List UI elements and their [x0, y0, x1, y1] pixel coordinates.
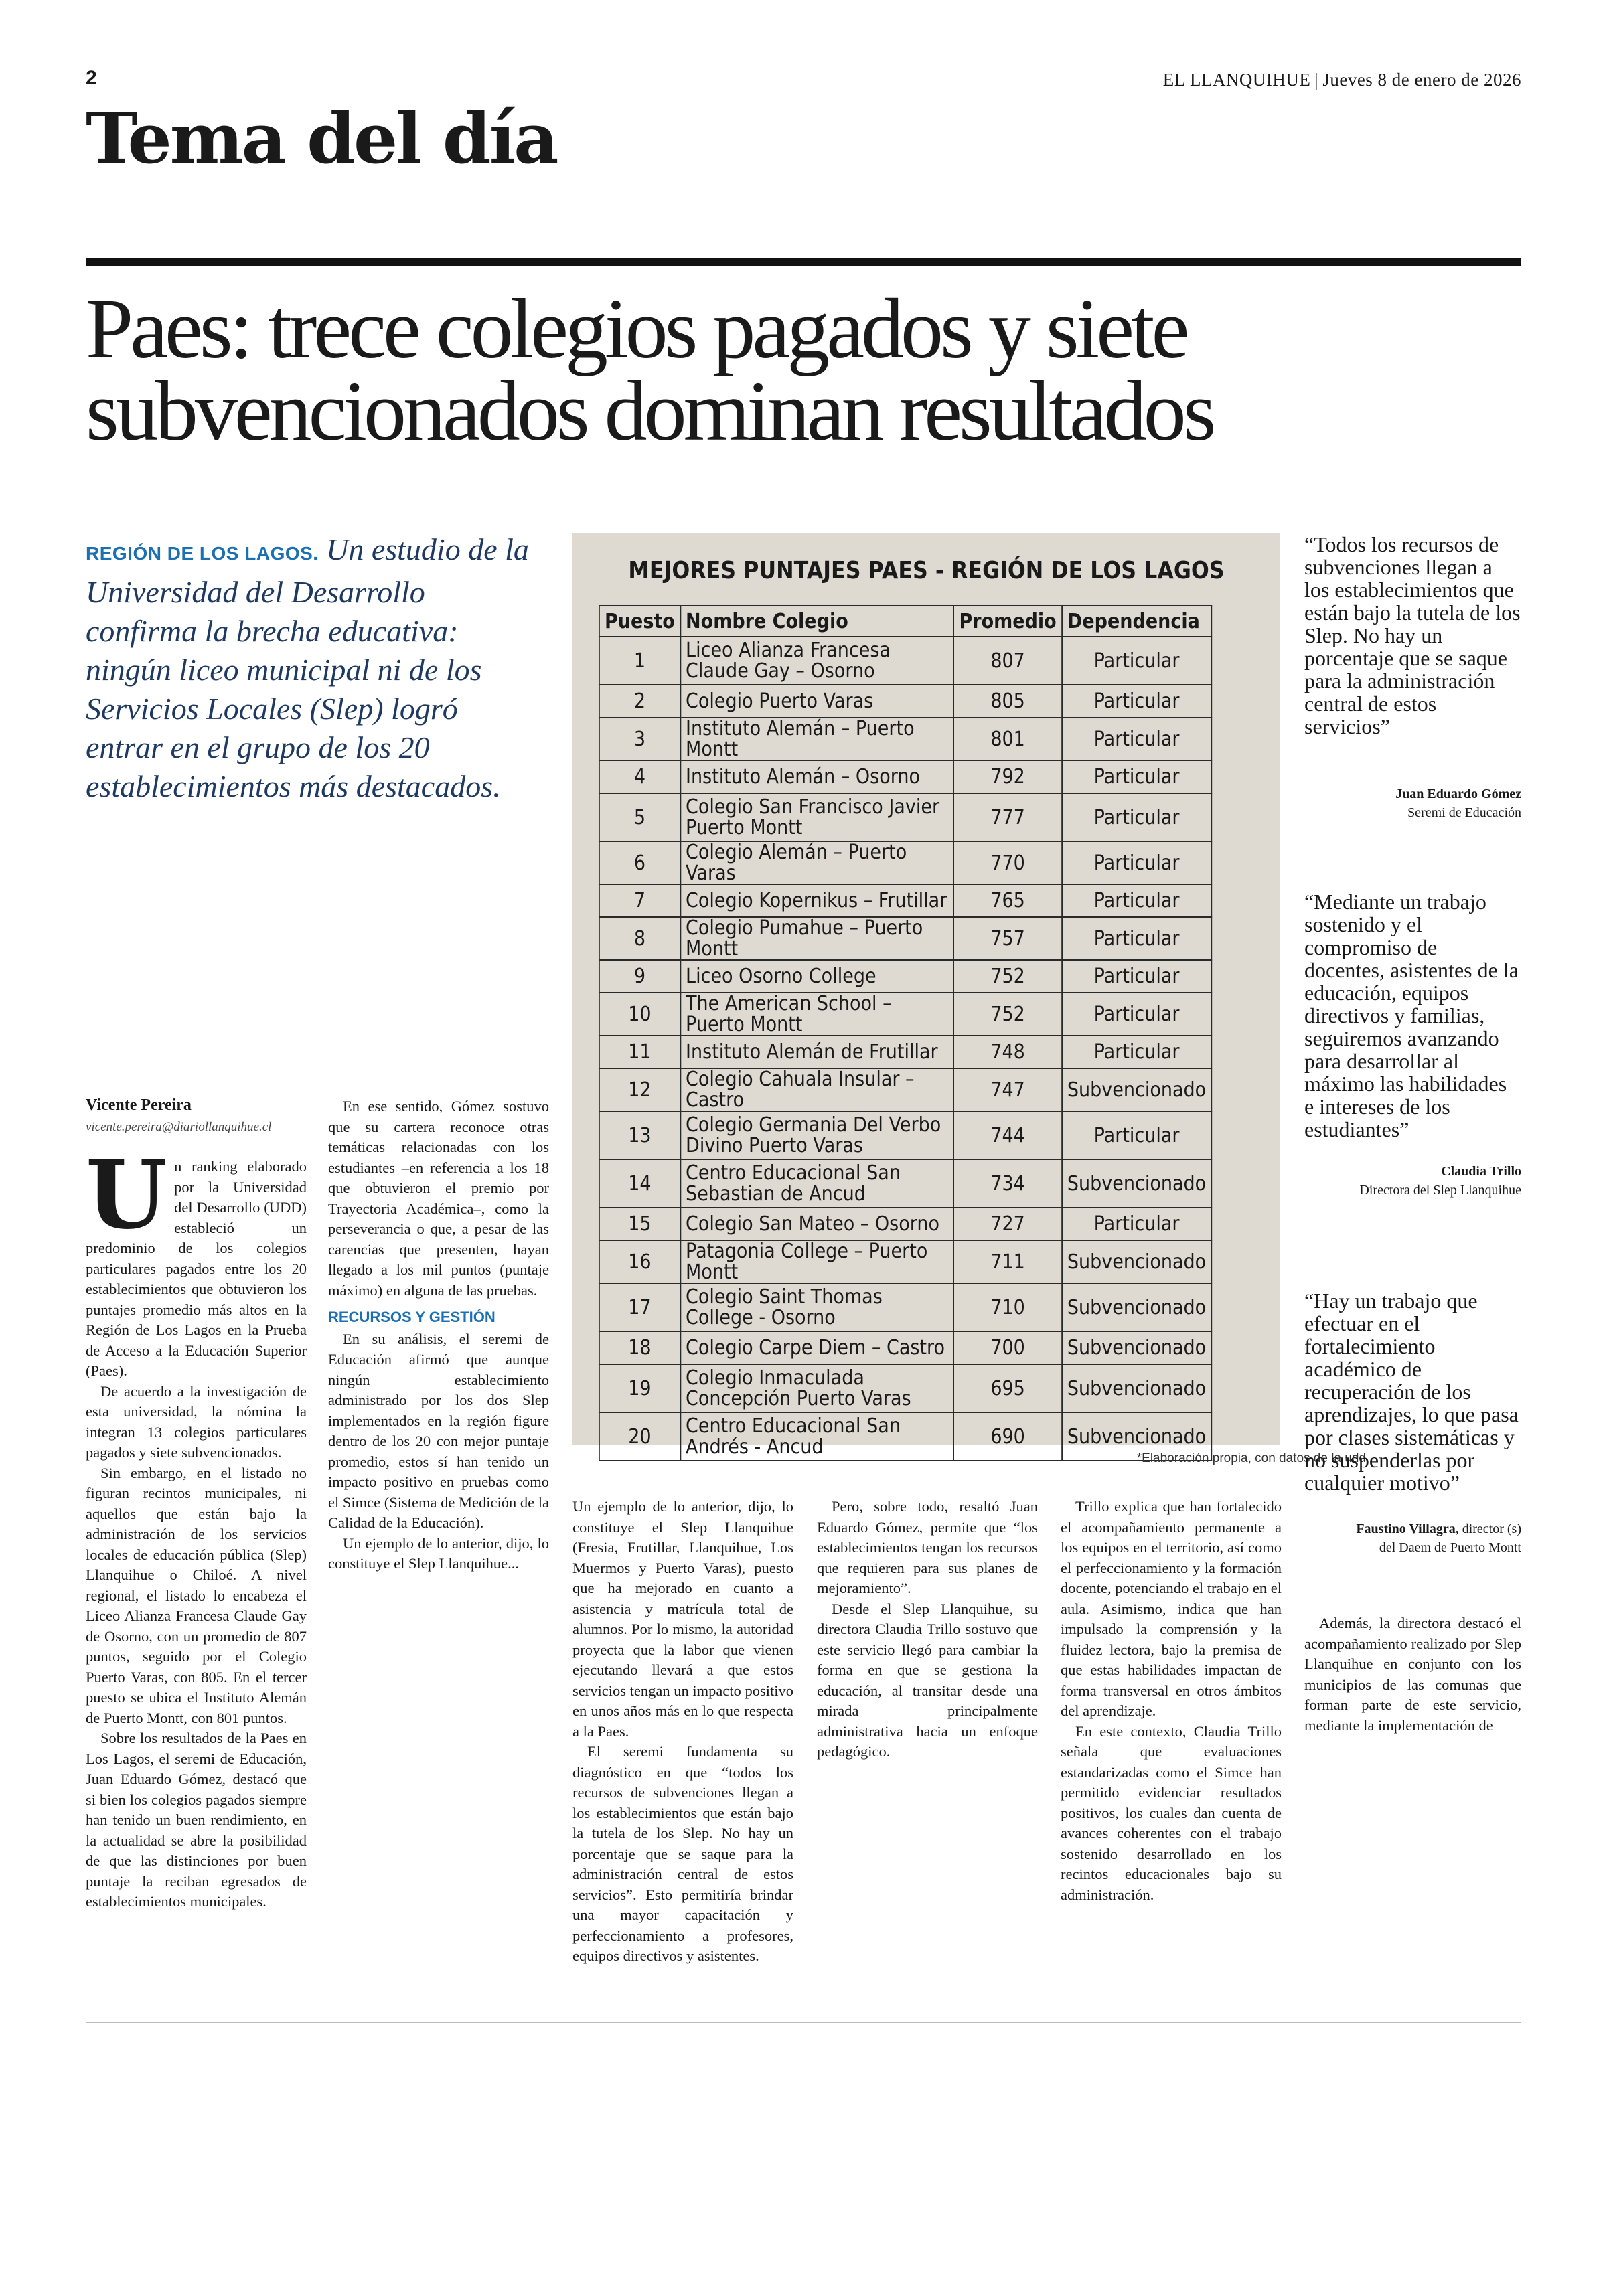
table-row	[599, 1208, 1211, 1240]
dependency-cell: Subvencionado	[1062, 1240, 1211, 1283]
school-name-cell: Colegio Pumahue – Puerto Montt	[680, 917, 953, 960]
rank-cell: 12	[599, 1068, 680, 1111]
school-name-cell: Colegio Puerto Varas	[680, 685, 953, 718]
dependency-cell: Subvencionado	[1062, 1283, 1211, 1331]
school-name-cell: Colegio San Mateo – Osorno	[680, 1208, 953, 1240]
rank-cell: 6	[599, 841, 680, 884]
quote-role-inline: director (s)	[1462, 1522, 1521, 1536]
lede	[86, 530, 541, 806]
paragraph-3: Sin embargo, en el listado no figuran recintos municipales, ni aquellos que están bajo la administración de los servicios locales de educación pública (Slep) Llanquihue o Chiloé. A nivel regional, el listado lo encabeza el Liceo Alianza Francesa Claude Gay de Osorno, con un promedio de 807 puntos, seguido por el Colegio Puerto Varas, con 805. En el tercer puesto se ubica el Instituto Alemán de Puerto Montt, con 801 puntos.	[86, 1464, 307, 1726]
headline-line-2: subvencionados dominan resultados	[86, 363, 1213, 459]
table-row	[599, 960, 1211, 993]
article-column-4	[817, 1497, 1038, 1762]
table-title: MEJORES PUNTAJES PAES - REGIÓN DE LOS LAGOS	[628, 557, 1225, 584]
score-cell: 747	[953, 1068, 1061, 1111]
score-cell: 757	[953, 917, 1061, 960]
school-name-cell: Instituto Alemán – Puerto Montt	[680, 718, 953, 760]
table-row	[599, 793, 1211, 841]
school-name-cell: Colegio Inmaculada Concepción Puerto Varas	[680, 1364, 953, 1412]
headline-line-1: Paes: trece colegios pagados y siete	[86, 281, 1187, 376]
score-cell: 777	[953, 793, 1061, 841]
table-row	[599, 1159, 1211, 1208]
score-cell: 700	[953, 1331, 1061, 1364]
score-cell: 770	[953, 841, 1061, 884]
dependency-cell: Subvencionado	[1062, 1412, 1211, 1461]
subhead-recursos: RECURSOS Y GESTIÓN	[328, 1309, 495, 1325]
dependency-cell: Subvencionado	[1062, 1159, 1211, 1208]
school-name-cell: Colegio Kopernikus – Frutillar	[680, 884, 953, 917]
dependency-cell: Particular	[1062, 993, 1211, 1036]
dependency-cell: Particular	[1062, 1111, 1211, 1159]
dependency-cell: Particular	[1062, 841, 1211, 884]
dependency-cell: Particular	[1062, 960, 1211, 993]
school-name-cell: Colegio Germania Del Verbo Divino Puerto Varas	[680, 1111, 953, 1159]
dependency-cell: Particular	[1062, 718, 1211, 760]
school-name-cell: Colegio Carpe Diem – Castro	[680, 1331, 953, 1364]
rank-cell: 13	[599, 1111, 680, 1159]
table-row	[599, 1331, 1211, 1364]
rank-cell: 9	[599, 960, 680, 993]
section-title: Tema del día	[86, 97, 557, 179]
masthead-separator: |	[1314, 70, 1319, 90]
paragraph-4: Sobre los resultados de la Paes en Los Lagos, el seremi de Educación, Juan Eduardo Gómez, destacó que si bien los colegios pagados siempre han tenido un buen rendimiento, en la actualidad se abre la posibilidad de que las distinciones por buen puntaje la reciban egresados de establecimientos municipales.	[86, 1730, 307, 1910]
table-row	[599, 1068, 1211, 1111]
ranking-table-graphic	[572, 533, 1280, 1459]
rank-cell: 17	[599, 1283, 680, 1331]
rank-cell: 18	[599, 1331, 680, 1364]
school-name-cell: Instituto Alemán de Frutillar	[680, 1036, 953, 1068]
table-row	[599, 718, 1211, 760]
table-row	[599, 637, 1211, 685]
lede-text: Un estudio de la Universidad del Desarrollo confirma la brecha educativa: ningún liceo municipal ni de los Servicios Locales (Slep) logró entrar en el grupo de los 20 establecimientos más destacados.	[86, 532, 529, 803]
quote-name: Claudia Trillo	[1441, 1164, 1521, 1179]
quote-attribution-trillo	[1359, 1162, 1521, 1200]
page-number: 2	[86, 67, 97, 89]
score-cell: 807	[953, 637, 1061, 685]
rank-cell: 10	[599, 993, 680, 1036]
article-column-1	[86, 1141, 307, 1910]
score-cell: 752	[953, 960, 1061, 993]
rank-cell: 3	[599, 718, 680, 760]
paragraph-7-start: Un ejemplo de lo anterior, dijo, lo constituye el Slep Llanquihue...	[328, 1534, 549, 1572]
school-name-cell: Colegio Saint Thomas College - Osorno	[680, 1283, 953, 1331]
rank-cell: 14	[599, 1159, 680, 1208]
dependency-cell: Particular	[1062, 1036, 1211, 1068]
score-cell: 792	[953, 760, 1061, 793]
school-name-cell: Liceo Osorno College	[680, 960, 953, 993]
paragraph-1: Un ranking elaborado por la Universidad del Desarrollo (UDD) estableció un predominio de los colegios particulares pagados entre los 20 establecimientos que obtuvieron los puntajes promedio más altos en la Región de Los Lagos en la Prueba de Acceso a la Educación Superior (Paes).	[86, 1141, 307, 1379]
table-row	[599, 841, 1211, 884]
school-name-cell: Colegio Alemán – Puerto Varas	[680, 841, 953, 884]
rank-cell: 7	[599, 884, 680, 917]
school-name-cell: Centro Educacional San Sebastian de Ancud	[680, 1159, 953, 1208]
header-dependencia: Dependencia	[1062, 606, 1211, 637]
quote-role: Seremi de Educación	[1407, 805, 1521, 820]
dependency-cell: Subvencionado	[1062, 1364, 1211, 1412]
school-name-cell: Centro Educacional San Andrés - Ancud	[680, 1412, 953, 1461]
author-email[interactable]: vicente.pereira@diariollanquihue.cl	[86, 1120, 272, 1134]
paragraph-5: En ese sentido, Gómez sostuvo que su cartera reconoce otras temáticas relacionadas con los estudiantes –en referencia a los 18 que obtuvieron el premio por Trayectoria Académica–, como la perseverancia o que, a pesar de las carencias que presenten, hayan llegado a los mil puntos (puntaje máximo) en alguna de las pruebas.	[328, 1098, 549, 1299]
table-row	[599, 917, 1211, 960]
author-name: Vicente Pereira	[86, 1096, 192, 1114]
ranking-table	[599, 605, 1212, 1461]
table-row	[599, 1240, 1211, 1283]
paragraph-6: En su análisis, el seremi de Educación afirmó que aunque ningún establecimiento administrado por los dos Slep implementados en la región figure dentro de los 20 con mejor puntaje promedio, estos sí han tenido un impacto positivo en pruebas como el Simce (Sistema de Medición de la Calidad de la Educación).	[328, 1330, 549, 1531]
header-nombre-colegio: Nombre Colegio	[680, 606, 953, 637]
quote-role: del Daem de Puerto Montt	[1379, 1540, 1521, 1555]
paragraph-7: Un ejemplo de lo anterior, dijo, lo constituye el Slep Llanquihue (Fresia, Frutillar, Llanquihue, Los Muermos y Puerto Varas), puesto que ha mejorado en cuanto a asistencia y matrícula total de alumnos. Por lo mismo, la autoridad proyecta que la labor que vienen ejecutando llevará a que estos servicios tengan un impacto positivo en unos años más en lo que respecta a la Paes.	[572, 1498, 793, 1740]
drop-cap: U	[86, 1141, 168, 1250]
article-column-5	[1061, 1497, 1282, 1903]
byline	[86, 1096, 300, 1135]
score-cell: 752	[953, 993, 1061, 1036]
score-cell: 710	[953, 1283, 1061, 1331]
rank-cell: 11	[599, 1036, 680, 1068]
table-row	[599, 760, 1211, 793]
school-name-cell: Liceo Alianza Francesa Claude Gay – Osorno	[680, 637, 953, 685]
table-body	[599, 637, 1211, 1461]
school-name-cell: The American School – Puerto Montt	[680, 993, 953, 1036]
table-header-row	[599, 606, 1211, 637]
rank-cell: 16	[599, 1240, 680, 1283]
paragraph-10: Desde el Slep Llanquihue, su directora Claudia Trillo sostuvo que este servicio llegó para cambiar la forma en que se gestiona la educación, al transitar desde una mirada principalmente administrativa hacia un enfoque pedagógico.	[817, 1600, 1038, 1760]
table-row	[599, 1364, 1211, 1412]
dependency-cell: Particular	[1062, 1208, 1211, 1240]
school-name-cell: Instituto Alemán – Osorno	[680, 760, 953, 793]
section-rule	[86, 258, 1521, 266]
dependency-cell: Subvencionado	[1062, 1331, 1211, 1364]
table-row	[599, 884, 1211, 917]
header-puesto: Puesto	[599, 606, 680, 637]
table-row	[599, 1036, 1211, 1068]
score-cell: 748	[953, 1036, 1061, 1068]
dependency-cell: Particular	[1062, 685, 1211, 718]
table-row	[599, 993, 1211, 1036]
article-column-6	[1304, 1613, 1521, 1736]
rank-cell: 5	[599, 793, 680, 841]
paragraph-9: Pero, sobre todo, resaltó Juan Eduardo Gómez, permite que “los establecimientos tengan los recursos que requieren para sus planes de mejoramiento”.	[817, 1498, 1038, 1596]
quote-attribution-villagra	[1356, 1520, 1521, 1557]
paragraph-2: De acuerdo a la investigación de esta universidad, la nómina la integran 13 colegios particulares pagados y siete subvencionados.	[86, 1382, 307, 1461]
school-name-cell: Colegio Cahuala Insular – Castro	[680, 1068, 953, 1111]
article-column-2	[328, 1096, 549, 1574]
paragraph-13: Además, la directora destacó el acompañamiento realizado por Slep Llanquihue en conjunto con los municipios de las comunas que forman parte de este servicio, mediante la implementación de	[1304, 1615, 1521, 1734]
quote-role: Directora del Slep Llanquihue	[1359, 1183, 1521, 1198]
quote-name: Juan Eduardo Gómez	[1395, 787, 1521, 801]
kicker: REGIÓN DE LOS LAGOS.	[86, 543, 319, 564]
table-source-note: *Elaboración propia, con datos de la udd	[1136, 1451, 1366, 1465]
dependency-cell: Particular	[1062, 884, 1211, 917]
score-cell: 727	[953, 1208, 1061, 1240]
score-cell: 734	[953, 1159, 1061, 1208]
dependency-cell: Particular	[1062, 793, 1211, 841]
headline	[86, 281, 1532, 459]
pull-quote-trillo: “Mediante un trabajo sostenido y el compromiso de docentes, asistentes de la educación, equipos directivos y familias, seguiremos avanzando para desarrollar al máximo las habilidades e intereses de los estudiantes”	[1304, 890, 1519, 1141]
header-promedio: Promedio	[953, 606, 1061, 637]
score-cell: 695	[953, 1364, 1061, 1412]
newspaper-name: EL LLANQUIHUE	[1162, 70, 1311, 90]
school-name-cell: Colegio San Francisco Javier Puerto Montt	[680, 793, 953, 841]
paragraph-12: En este contexto, Claudia Trillo señala que evaluaciones estandarizadas como el Simce han permitido evidenciar resultados positivos, los cuales dan cuenta de avances coherentes con el trabajo sostenido desarrollado en los recintos educacionales bajo su administración.	[1061, 1722, 1282, 1903]
score-cell: 744	[953, 1111, 1061, 1159]
table-row	[599, 685, 1211, 718]
rank-cell: 19	[599, 1364, 680, 1412]
rank-cell: 20	[599, 1412, 680, 1461]
table-row	[599, 1412, 1211, 1461]
quote-name: Faustino Villagra,	[1356, 1522, 1459, 1536]
rank-cell: 4	[599, 760, 680, 793]
article-column-3	[572, 1497, 793, 1964]
school-name-cell: Patagonia College – Puerto Montt	[680, 1240, 953, 1283]
rank-cell: 15	[599, 1208, 680, 1240]
paragraph-11: Trillo explica que han fortalecido el acompañamiento permanente a los equipos en el territorio, así como el perfeccionamiento y la formación docente, potenciando el trabajo en el aula. Asimismo, indica que han impulsado la comprensión y la fluidez lectora, bajo la premisa de que estas habilidades impactan de forma transversal en otros ámbitos del aprendizaje.	[1061, 1498, 1282, 1719]
rank-cell: 2	[599, 685, 680, 718]
score-cell: 801	[953, 718, 1061, 760]
rank-cell: 1	[599, 637, 680, 685]
pull-quote-gomez: “Todos los recursos de subvenciones llegan a los establecimientos que están bajo la tutela de los Slep. No hay un porcentaje que se saque para la administración central de estos servicios”	[1304, 532, 1521, 738]
bottom-rule	[86, 2022, 1521, 2023]
dependency-cell: Particular	[1062, 917, 1211, 960]
pull-quote-villagra: “Hay un trabajo que efectuar en el fortalecimiento académico de recuperación de los aprendizajes, lo que pasa por clases sistemáticas y no suspenderlas por cualquier motivo”	[1304, 1289, 1519, 1495]
dependency-cell: Subvencionado	[1062, 1068, 1211, 1111]
masthead	[1163, 70, 1521, 90]
score-cell: 805	[953, 685, 1061, 718]
score-cell: 765	[953, 884, 1061, 917]
paragraph-8: El seremi fundamenta su diagnóstico en que “todos los recursos de subvenciones llegan a los establecimientos que están bajo la tutela de los Slep. No hay un porcentaje que se saque para la administración central de estos servicios”. Esto permitiría brindar una mayor capacitación y perfeccionamiento a profesores, equipos directivos y asistentes.	[572, 1743, 793, 1964]
rank-cell: 8	[599, 917, 680, 960]
dependency-cell: Particular	[1062, 637, 1211, 685]
score-cell: 711	[953, 1240, 1061, 1283]
dependency-cell: Particular	[1062, 760, 1211, 793]
score-cell: 690	[953, 1412, 1061, 1461]
quote-attribution-gomez	[1395, 785, 1521, 822]
table-row	[599, 1111, 1211, 1159]
issue-date: Jueves 8 de enero de 2026	[1322, 70, 1521, 90]
table-row	[599, 1283, 1211, 1331]
